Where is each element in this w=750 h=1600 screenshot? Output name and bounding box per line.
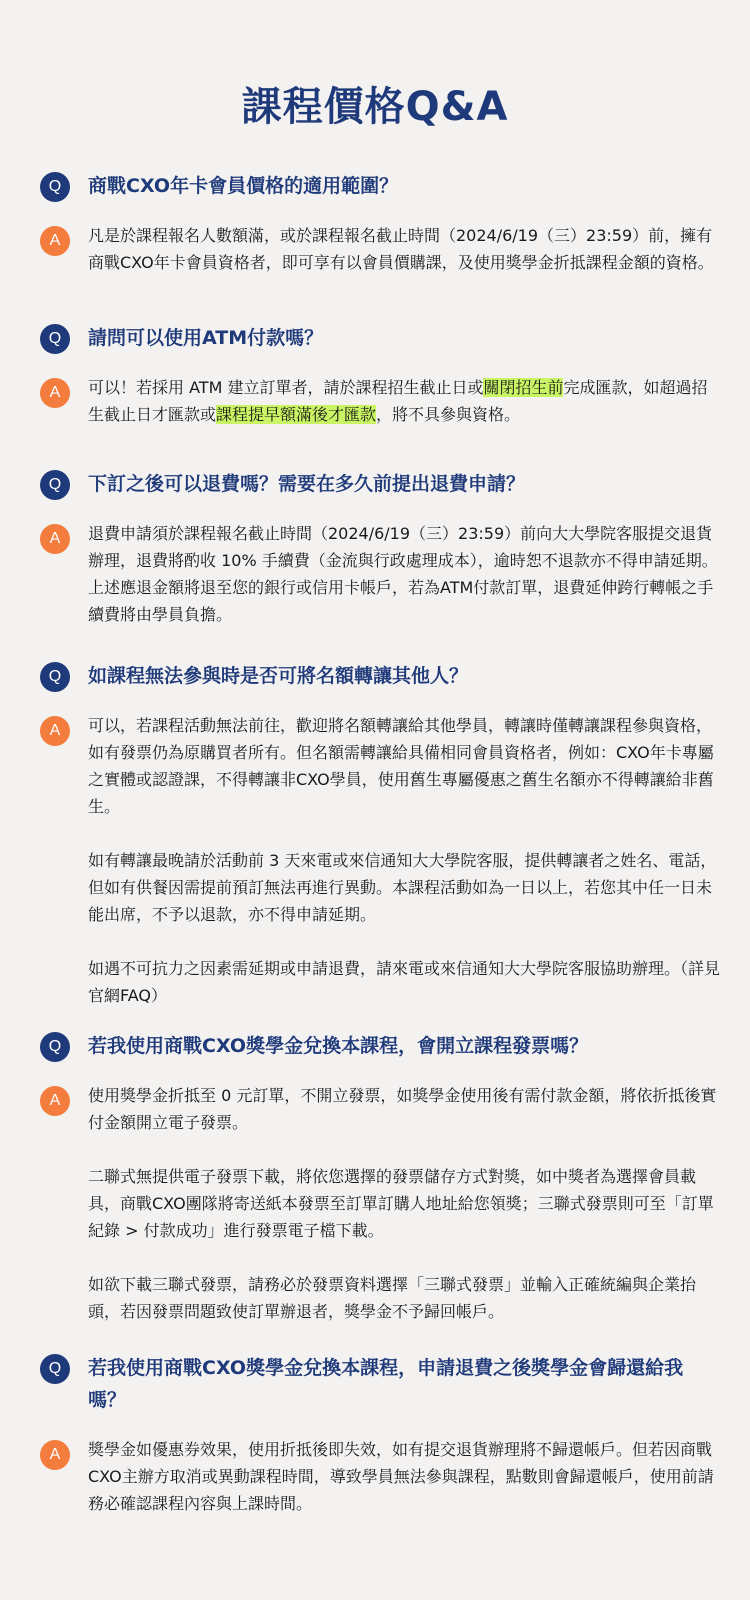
a-badge: A — [40, 226, 70, 256]
q-badge: Q — [40, 172, 70, 202]
q-badge: Q — [40, 324, 70, 354]
highlighted-text: 關閉招生前 — [483, 378, 564, 397]
answer-row — [40, 222, 720, 276]
a-badge: A — [40, 716, 70, 746]
qa-item — [40, 468, 720, 628]
question-text: 若我使用商戰CXO獎學金兌換本課程，申請退費之後獎學金會歸還給我嗎？ — [88, 1357, 684, 1411]
question-text: 如課程無法參與時是否可將名額轉讓其他人？ — [88, 665, 469, 687]
answer-row — [40, 520, 720, 628]
highlighted-text: 課程提早額滿後才匯款 — [216, 405, 377, 424]
answer-text: 如有轉讓最晚請於活動前 3 天來電或來信通知大大學院客服，提供轉讓者之姓名、電話，但如有供餐因需提前預訂無法再進行異動。本課程活動如為一日以上，若您其中任一日未能出席，不予以退款，亦不得申請延期。 — [88, 851, 717, 924]
answer-row — [40, 712, 720, 1009]
answer-text: 如欲下載三聯式發票，請務必於發票資料選擇「三聯式發票」並輸入正確統編與企業抬頭，若因發票問題致使訂單辦退者，獎學金不予歸回帳戶。 — [88, 1275, 697, 1321]
answer-text — [88, 374, 720, 428]
question-row — [40, 1030, 720, 1062]
answer-row — [40, 374, 720, 428]
question-row — [40, 170, 720, 202]
answer-text-part: ，將不具參與資格。 — [376, 405, 521, 424]
q-badge: Q — [40, 470, 70, 500]
question-row — [40, 322, 720, 354]
q-badge: Q — [40, 1354, 70, 1384]
answer-text: 獎學金如優惠券效果，使用折抵後即失效，如有提交退貨辦理將不歸還帳戶。但若因商戰CXO主辦方取消或異動課程時間，導致學員無法參與課程，點數則會歸還帳戶，使用前請務必確認課程內容與上課時間。 — [88, 1440, 714, 1513]
qa-item — [40, 322, 720, 428]
answer-text: 可以，若課程活動無法前往，歡迎將名額轉讓給其他學員，轉讓時僅轉讓課程參與資格，如有發票仍為原購買者所有。但名額需轉讓給具備相同會員資格者，例如：CXO年卡專屬之實體或認證課，不得轉讓非CXO學員，使用舊生專屬優惠之舊生名額亦不得轉讓給非舊生。 — [88, 716, 714, 816]
question-row — [40, 660, 720, 692]
question-row — [40, 468, 720, 500]
a-badge: A — [40, 378, 70, 408]
answer-text: 如遇不可抗力之因素需延期或申請退費，請來電或來信通知大大學院客服協助辦理。（詳見官網FAQ） — [88, 959, 721, 1005]
question-text: 請問可以使用ATM付款嗎？ — [88, 327, 324, 349]
a-badge: A — [40, 1440, 70, 1470]
answer-text: 二聯式無提供電子發票下載，將依您選擇的發票儲存方式對獎，如中獎者為選擇會員載具，商戰CXO團隊將寄送紙本發票至訂單訂購人地址給您領獎；三聯式發票則可至「訂單紀錄 > 付款成功」進行發票電子檔下載。 — [88, 1167, 714, 1240]
page-title: 課程價格Q&A — [241, 84, 509, 130]
question-text: 若我使用商戰CXO獎學金兌換本課程，會開立課程發票嗎？ — [88, 1035, 589, 1057]
answer-text: 使用獎學金折抵至 0 元訂單，不開立發票，如獎學金使用後有需付款金額，將依折抵後實付金額開立電子發票。 — [88, 1086, 717, 1132]
question-text: 下訂之後可以退費嗎？需要在多久前提出退費申請？ — [88, 473, 526, 495]
q-badge: Q — [40, 1032, 70, 1062]
qa-item — [40, 660, 720, 1009]
answer-text-part: 可以！若採用 ATM 建立訂單者，請於課程招生截止日或 — [88, 378, 484, 397]
a-badge: A — [40, 524, 70, 554]
answer-text: 凡是於課程報名人數額滿，或於課程報名截止時間（2024/6/19（三）23:59）前，擁有商戰CXO年卡會員資格者，即可享有以會員價購課，及使用獎學金折抵課程金額的資格。 — [88, 226, 714, 272]
qa-item — [40, 1352, 720, 1517]
q-badge: Q — [40, 662, 70, 692]
a-badge: A — [40, 1086, 70, 1116]
question-row — [40, 1352, 720, 1416]
answer-text-part: 完成匯款，如超過招生截止日才匯款或 — [88, 378, 708, 424]
answer-text: 退費申請須於課程報名截止時間（2024/6/19（三）23:59）前向大大學院客服提交退貨辦理，退費將酌收 10% 手續費（金流與行政處理成本），逾時恕不退款亦不得申請延期。上述應退金額將退至您的銀行或信用卡帳戶，若為ATM付款訂單，退費延伸跨行轉帳之手續費將由學員負擔。 — [88, 524, 718, 624]
answer-row — [40, 1436, 720, 1517]
question-text: 商戰CXO年卡會員價格的適用範圍？ — [88, 175, 399, 197]
qa-item — [40, 170, 720, 276]
answer-row — [40, 1082, 720, 1325]
qa-item — [40, 1030, 720, 1325]
